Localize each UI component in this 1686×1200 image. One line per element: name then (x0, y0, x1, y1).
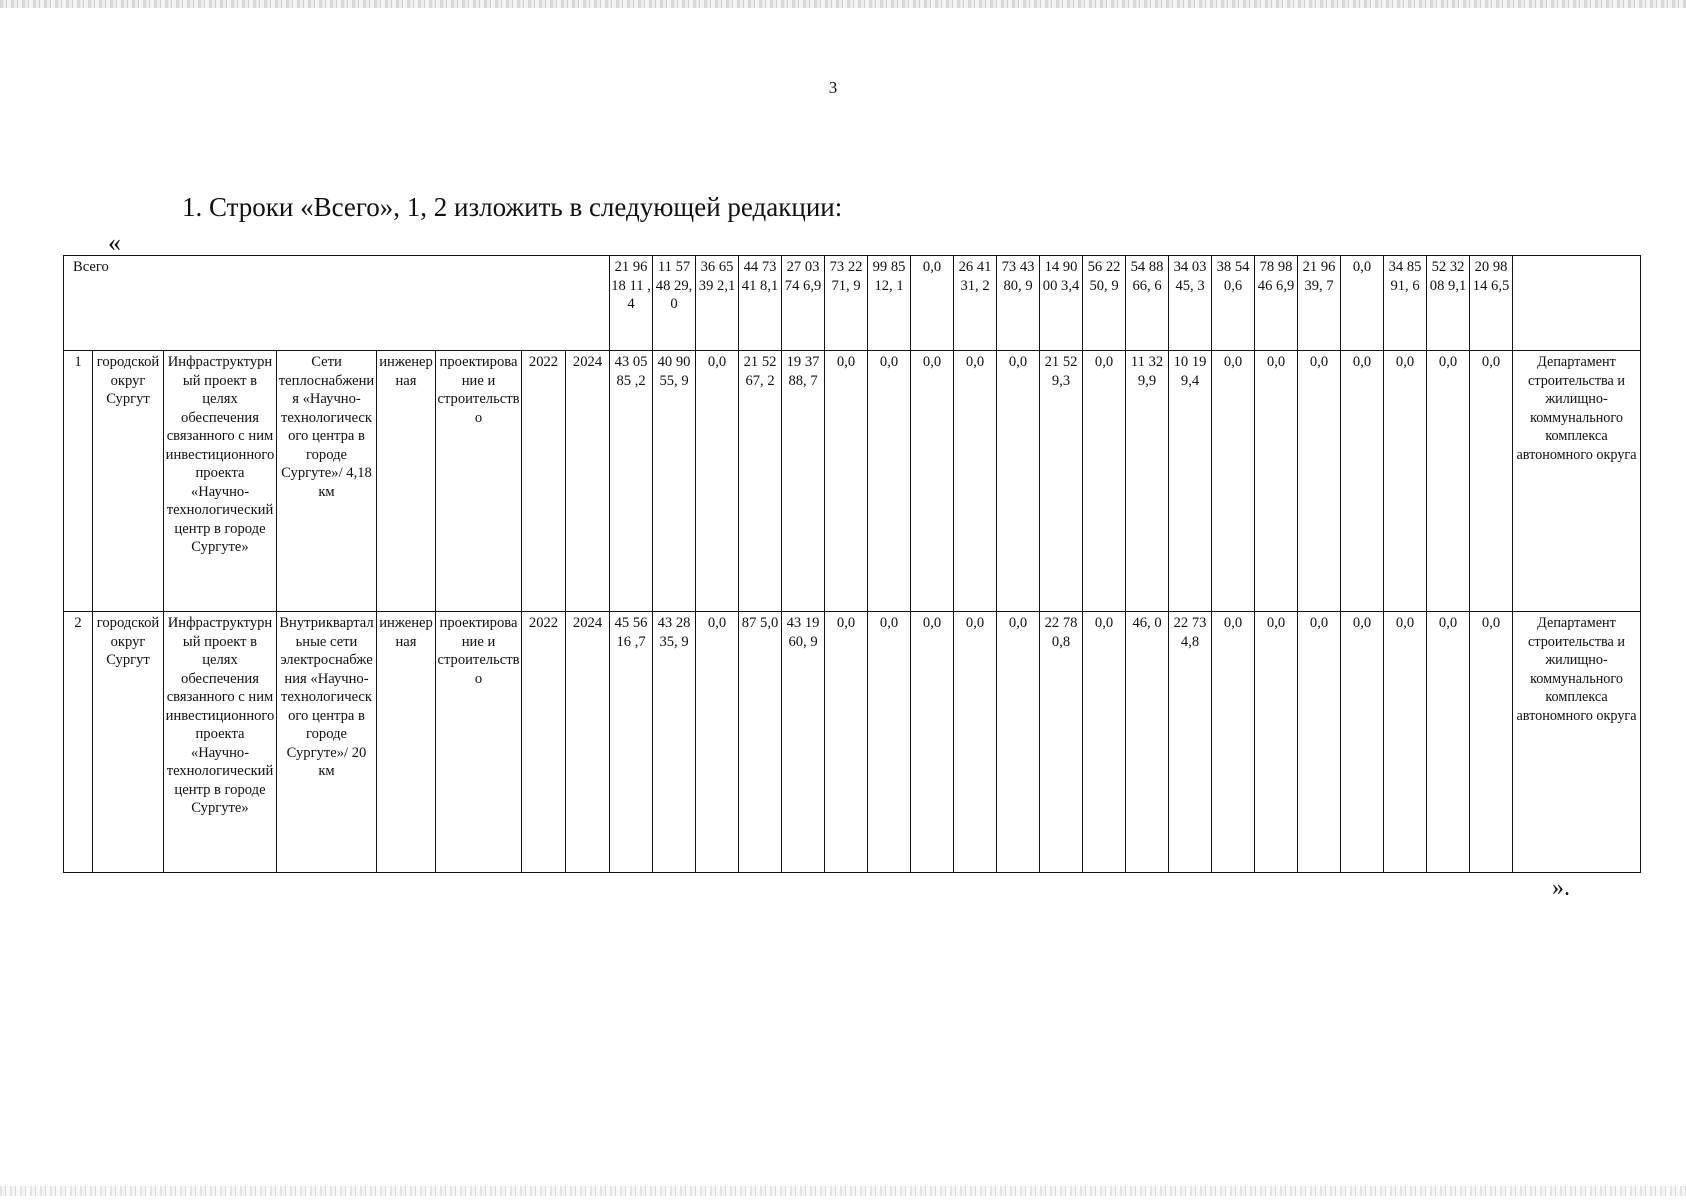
scan-edge-bottom (0, 1186, 1686, 1196)
table-row (64, 351, 1641, 612)
table-cell: 0,0 (1255, 351, 1298, 612)
table-cell: 78 98 46 6,9 (1255, 256, 1298, 351)
total-row-label: Всего (64, 256, 610, 351)
table-cell: 0,0 (911, 351, 954, 612)
table-cell: 14 90 00 3,4 (1040, 256, 1083, 351)
table-cell: 0,0 (1341, 351, 1384, 612)
budget-table (63, 255, 1641, 873)
page-number: 3 (828, 78, 838, 97)
table-cell: 36 65 39 2,1 (696, 256, 739, 351)
table-cell: 0,0 (1470, 351, 1513, 612)
table-cell: 40 90 55, 9 (653, 351, 696, 612)
table-cell: 0,0 (1212, 612, 1255, 873)
table-cell: 20 98 14 6,5 (1470, 256, 1513, 351)
table-cell: 19 37 88, 7 (782, 351, 825, 612)
start-year-cell: 2022 (522, 351, 566, 612)
table-cell: 0,0 (868, 612, 911, 873)
table-cell: 0,0 (997, 351, 1040, 612)
table-cell: 0,0 (954, 612, 997, 873)
table-cell: 0,0 (1298, 351, 1341, 612)
table-cell: 0,0 (1298, 612, 1341, 873)
object-cell: Внутриквартальные сети электроснабжения «Научно-технологического центра в городе Сургуте»/ 20 км (277, 612, 377, 873)
end-year-cell: 2024 (566, 351, 610, 612)
table-cell: 73 22 71, 9 (825, 256, 868, 351)
table-cell: 0,0 (911, 256, 954, 351)
table-cell: 0,0 (954, 351, 997, 612)
table-cell: 45 56 16 ,7 (610, 612, 653, 873)
table-row-total (64, 256, 1641, 351)
table-cell: 0,0 (1470, 612, 1513, 873)
row-number: 1 (64, 351, 93, 612)
table-cell: 0,0 (1341, 256, 1384, 351)
table-cell: 22 73 4,8 (1169, 612, 1212, 873)
department-cell: Департамент строительства и жилищно-коммунального комплекса автономного округа (1513, 351, 1641, 612)
table-cell: 22 78 0,8 (1040, 612, 1083, 873)
table-cell: 73 43 80, 9 (997, 256, 1040, 351)
table-cell: 21 96 18 11 ,4 (610, 256, 653, 351)
municipality-cell: городской округ Сургут (93, 612, 164, 873)
table-cell: 34 03 45, 3 (1169, 256, 1212, 351)
opening-quote-mark: « (108, 228, 121, 257)
table-cell: 0,0 (1212, 351, 1255, 612)
table-cell: 43 28 35, 9 (653, 612, 696, 873)
scan-edge-top (0, 0, 1686, 8)
infrastructure-type-cell: инженерная (377, 612, 436, 873)
table-cell: 46, 0 (1126, 612, 1169, 873)
project-cell: Инфраструктурный проект в целях обеспечения связанного с ним инвестиционного проекта «Научно-технологический центр в городе Сургуте» (164, 612, 277, 873)
table-cell: 11 57 48 29, 0 (653, 256, 696, 351)
table-cell: 21 52 9,3 (1040, 351, 1083, 612)
department-cell: Департамент строительства и жилищно-коммунального комплекса автономного округа (1513, 612, 1641, 873)
start-year-cell: 2022 (522, 612, 566, 873)
table-cell: 0,0 (1384, 612, 1427, 873)
table-cell: 10 19 9,4 (1169, 351, 1212, 612)
table-cell: 44 73 41 8,1 (739, 256, 782, 351)
table-cell: 0,0 (868, 351, 911, 612)
table-cell: 0,0 (696, 612, 739, 873)
table-cell: 11 32 9,9 (1126, 351, 1169, 612)
object-cell: Сети теплоснабжения «Научно-технологического центра в городе Сургуте»/ 4,18 км (277, 351, 377, 612)
table-cell: 87 5,0 (739, 612, 782, 873)
table-cell: 0,0 (1341, 612, 1384, 873)
table-cell: 0,0 (1384, 351, 1427, 612)
table-cell (1513, 256, 1641, 351)
row-number: 2 (64, 612, 93, 873)
table-cell: 0,0 (1427, 351, 1470, 612)
table-cell: 43 05 85 ,2 (610, 351, 653, 612)
work-type-cell: проектирование и строительство (436, 351, 522, 612)
table-cell: 0,0 (911, 612, 954, 873)
table-cell: 0,0 (825, 612, 868, 873)
table-cell: 0,0 (1255, 612, 1298, 873)
project-cell: Инфраструктурный проект в целях обеспечения связанного с ним инвестиционного проекта «Научно-технологический центр в городе Сургуте» (164, 351, 277, 612)
table-cell: 99 85 12, 1 (868, 256, 911, 351)
table-cell: 56 22 50, 9 (1083, 256, 1126, 351)
end-year-cell: 2024 (566, 612, 610, 873)
table-cell: 52 32 08 9,1 (1427, 256, 1470, 351)
table-cell: 21 96 39, 7 (1298, 256, 1341, 351)
table-cell: 0,0 (997, 612, 1040, 873)
work-type-cell: проектирование и строительство (436, 612, 522, 873)
table-cell: 0,0 (696, 351, 739, 612)
table-cell: 26 41 31, 2 (954, 256, 997, 351)
table-cell: 0,0 (1083, 351, 1126, 612)
amendment-heading: 1. Строки «Всего», 1, 2 изложить в следующей редакции: (182, 192, 843, 222)
table-cell: 54 88 66, 6 (1126, 256, 1169, 351)
table-cell: 27 03 74 6,9 (782, 256, 825, 351)
table-cell: 43 19 60, 9 (782, 612, 825, 873)
table-cell: 0,0 (825, 351, 868, 612)
table-cell: 0,0 (1083, 612, 1126, 873)
municipality-cell: городской округ Сургут (93, 351, 164, 612)
table-cell: 0,0 (1427, 612, 1470, 873)
table-cell: 38 54 0,6 (1212, 256, 1255, 351)
table-cell: 34 85 91, 6 (1384, 256, 1427, 351)
infrastructure-type-cell: инженерная (377, 351, 436, 612)
table-row (64, 612, 1641, 873)
closing-quote-mark: ». (1552, 875, 1570, 901)
table-cell: 21 52 67, 2 (739, 351, 782, 612)
